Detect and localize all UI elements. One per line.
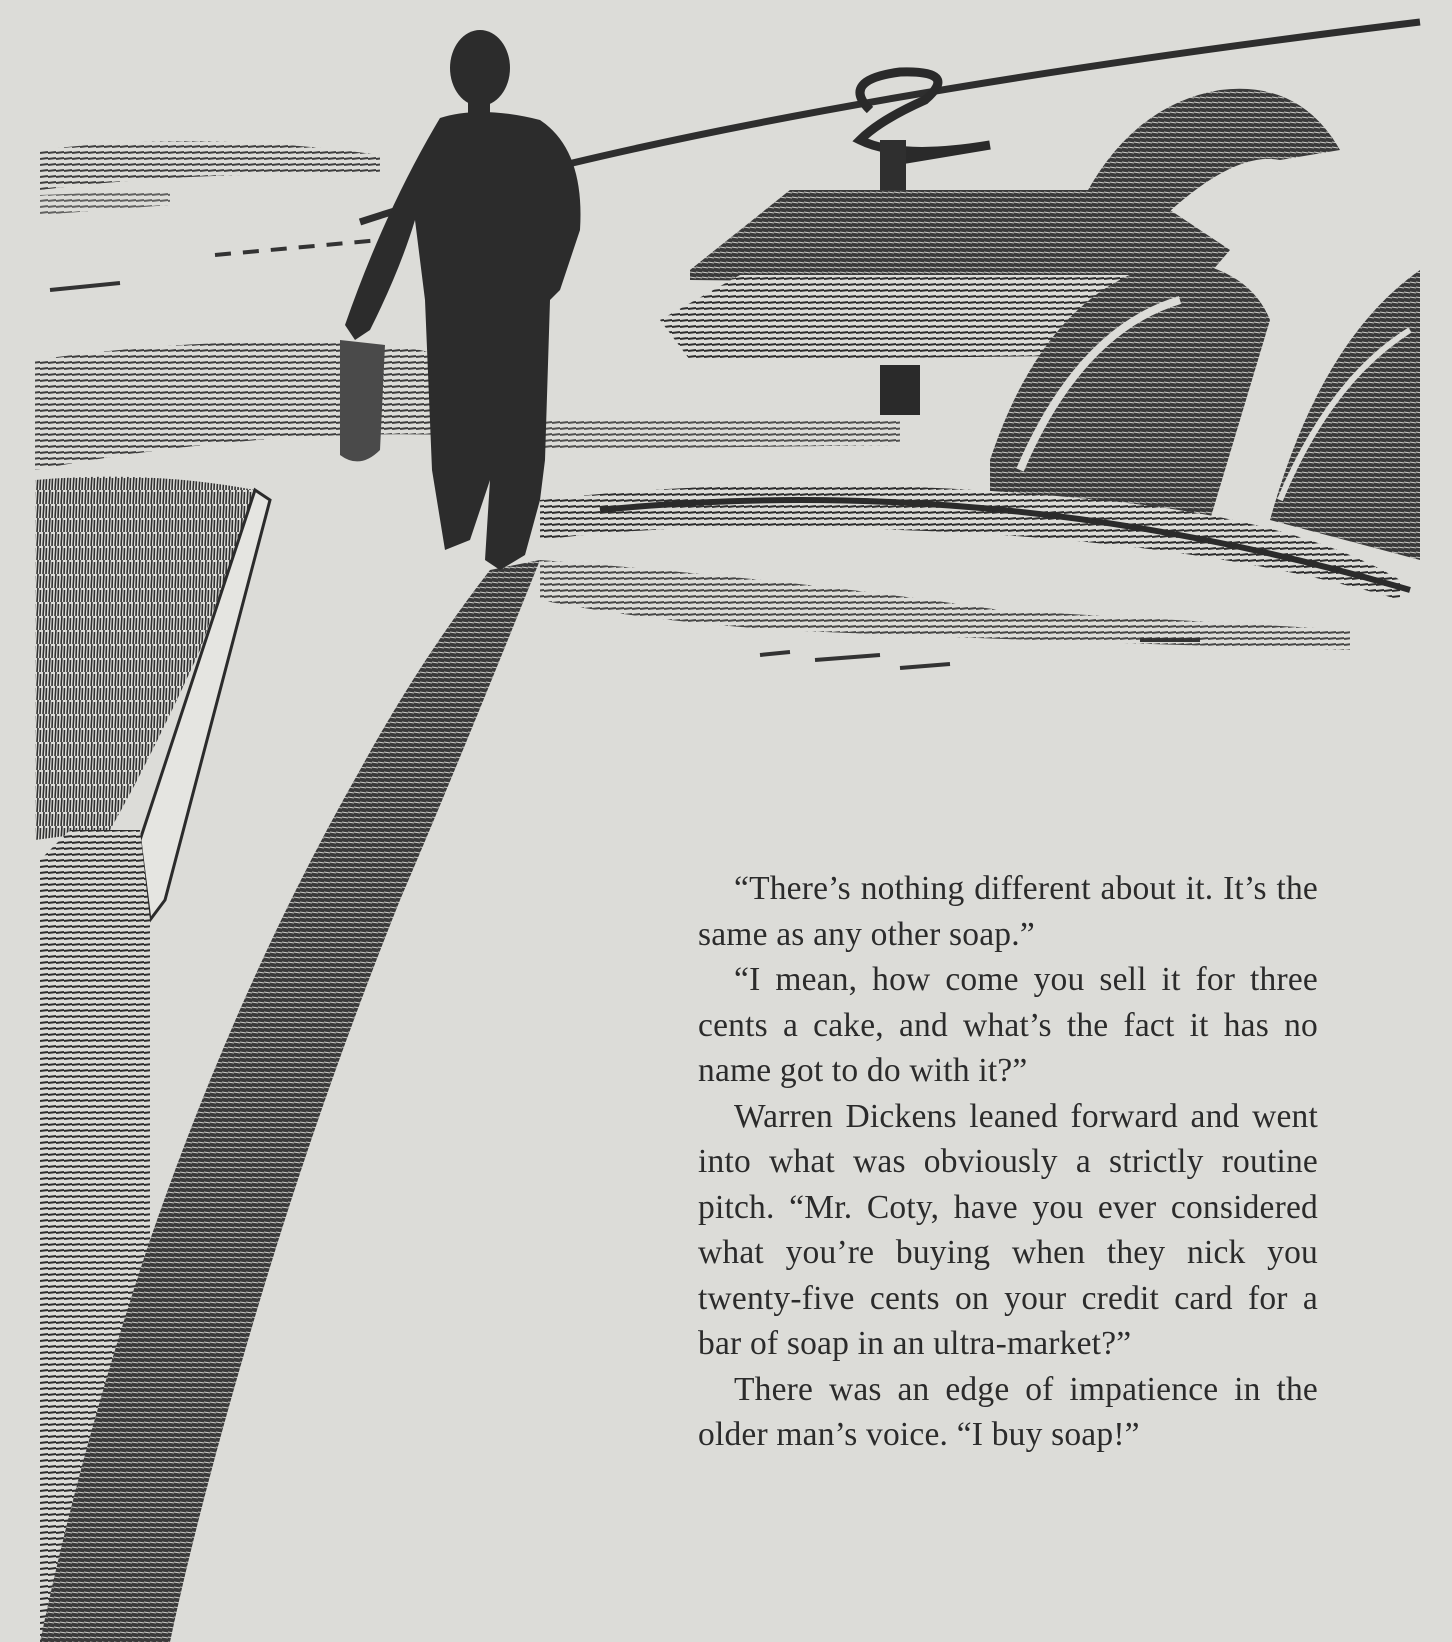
story-paragraph-4: There was an edge of impatience in the older man’s voice. “I buy soap!” bbox=[698, 1370, 1318, 1453]
walking-man bbox=[340, 30, 581, 570]
road-dashes bbox=[760, 640, 1200, 668]
story-text bbox=[698, 866, 1318, 1458]
story-paragraph-1: “There’s nothing different about it. It’s the same as any other soap.” bbox=[698, 870, 1318, 953]
story-paragraph-2: “I mean, how come you sell it for three cents a cake, and what’s the fact it has no name got to do with it?” bbox=[698, 961, 1318, 1089]
story-paragraph-3: Warren Dickens leaned forward and went into what was obviously a strictly routine pitch. “Mr. Coty, have you ever considered what you’re buying when they nick you twenty-five cents on your credit card for a bar of soap in an ultra-market?” bbox=[698, 1097, 1318, 1362]
